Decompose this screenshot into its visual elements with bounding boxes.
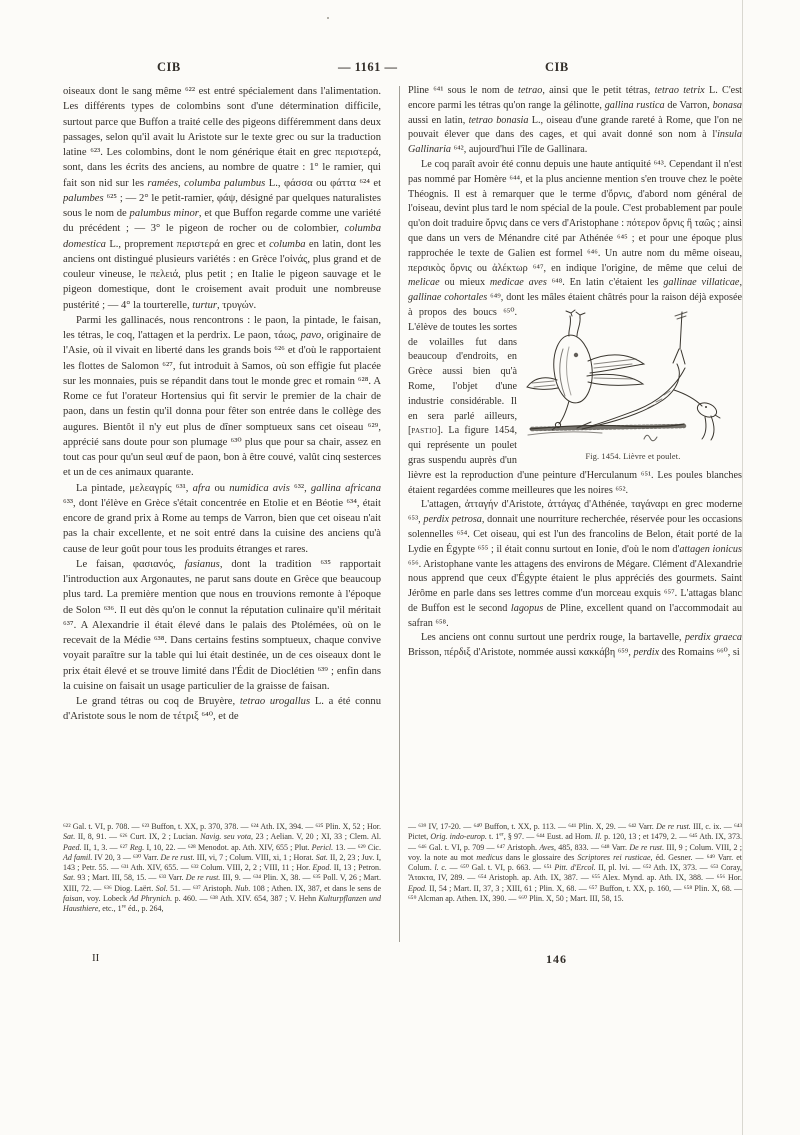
page-number: — 1161 — (338, 60, 398, 74)
paragraph-text: étaient châtrés pour la raison déjà exposée à propos des boucs ⁶⁵⁰. L'élève de toutes les sortes de volailles fut dans beaucoup d'endroits, en Grèce aussi bien qu'à Rome, l'objet d'une industrie considérable. Il en sera parlé ailleurs, [pastio]. La figure 1454, qui représente un poulet gras suspendu auprès d'un lièvre est la reproduction d'une peinture d'Herculanum ⁶⁵¹. Les poules blanches étaient regardées comme meilleures que les noires ⁶⁵². (408, 292, 742, 496)
footnotes-right: — ⁶³⁹ IV, 17-20. — ⁶⁴⁰ Buffon, t. XX, p. 113. — ⁶⁴¹ Plin. X, 29. — ⁶⁴² Varr. De re rust. III, c. ix. — ⁶⁴³ Pictet, Orig. indo-europ. t. 1er, § 97. — ⁶⁴⁴ Eust. ad Hom. Il. p. 120, 13 ; et 1479, 2. — ⁶⁴⁵ Ath. IX, 373. — ⁶⁴⁶ Gal. t. VI, p. 709 — ⁶⁴⁷ Aristoph. Aves, 485, 833. — ⁶⁴⁸ Varr. De re rust. III, 9 ; Colum. VIII, 2 ; voy. la note au mot medicus dans le glossaire des Scriptores rei rusticae, éd. Gesner. — ⁶⁴⁹ Varr. et Colum. l. c. — ⁶⁵⁰ Gal. t. VI, p. 663. — ⁶⁵¹ Pitt. d'Ercol. II, pl. lvi. — ⁶⁵² Ath. IX, 373. — ⁶⁵³ Coray, Ἄτακτα, IV, 289. — ⁶⁵⁴ Aristoph. ap. Ath. IX, 387. — ⁶⁵⁵ Alex. Mynd. ap. Ath. IX, 388. — ⁶⁵⁶ Hor. Epod. II, 54 ; Mart. II, 37, 3 ; XIII, 61 ; Plin. X, 68. — ⁶⁵⁷ Buffon, t. XX, p. 160, — ⁶⁵⁸ Plin. X, 68. — ⁶⁵⁹ Alcman ap. Athen. IX, 390. — ⁶⁶⁰ Plin. X, 50 ; Mart. III, 58, 15. (408, 822, 743, 904)
right-column (408, 84, 742, 820)
hare-and-chicken-engraving (524, 309, 742, 445)
paragraph: L'attagen, ἀτταγήν d'Aristote, ἀττάγας d'Athénée, ταγάναρι en grec moderne ⁶⁵³, perdix petrosa, donnait une nourriture recherchée, réservée pour les occasions solennelles ⁶⁵⁴. Cet oiseau, qui est l'un des francolins de Belon, était porté de la Lydie en Égypte ⁶⁵⁵ ; il était connu surtout en Ionie, d'où le nom d'attagen ionicus ⁶⁵⁶. Aristophane vante les attagens des environs de Mégare. Clément d'Alexandrie nous apprend que ceux d'Égypte étaient le plus appréciés des gourmets. Saint Jérôme en parle dans ses lettres comme d'un morceau exquis ⁶⁵⁷. L'attagas blanc de Buffon est le second lagopus de Pline, excellent quand on l'accommodait au safran ⁶⁵⁸. (408, 499, 742, 629)
header-entry-left: CIB (157, 60, 181, 74)
paper-speck (327, 17, 329, 19)
paragraph: oiseaux dont le sang même ⁶²² est entré spécialement dans l'alimentation. Les différents types de colombins sont d'une détermination difficile, surtout parce que Buffon a traité celle des pigeons différemment dans deux passages, selon qu'il avait lu Aristote sur le texte grec ou sur la traduction latine ⁶²³. Les colombins, dont le nom générique était en grec περιστερά, sont, dans les écrits des anciens, au nombre de quatre : 1° le ramier, qui fait son nid sur les ramées, columba palumbus L., φάσσα ou φάττα ⁶²⁴ et palumbes ⁶²⁵ ; — 2° le petit-ramier, φάψ, désigné par quelques naturalistes sous le nom de palumbus minor, et que Buffon regarde comme une variété du précédent ; — 3° le pigeon de rocher ou de colombier, columba domestica L., proprement περιστερά en grec et columba en latin, dont les anciens ont distingué plusieurs variétés : en Grèce l'οἰνάς, plus grand et de couleur vineuse, le πελειά, plus petit ; en Italie le pigeon sauvage et le pigeon domestique, dont le croisement avait produit une nombreuse pustérité ; — 4° la tourterelle, turtur, τρυγών. (63, 86, 381, 311)
header-entry-right: CIB (545, 60, 569, 74)
left-column (63, 84, 381, 820)
paragraph: La pintade, μελεαγρίς ⁶³¹, afra ou numidica avis ⁶³², gallina africana ⁶³³, dont l'élève en Grèce s'était concentrée en Etolie et en Béotie ⁶³⁴, était encore de grand prix à Rome au temps de Varron, bien que cet oiseau n'ait pas la chair excellente, et ne soit entré dans la cuisine des anciens qu'à cause de leur goût pour tous les produits étranges et rares. (63, 482, 381, 555)
paragraph: Parmi les gallinacés, nous rencontrons : le paon, la pintade, le faisan, les tétras, le coq, l'attagen et la perdrix. Le paon, τάως, pavo, originaire de l'Asie, où il vivait en liberté dans les grands bois ⁶²⁶ et d'où le rapportaient les flottes de Salomon ⁶²⁷, fut introduit à Samos, où son effigie fut placée sur les monnaies, puis se répandit dans tout le monde grec et romain ⁶²⁸. A Rome ce fut l'orateur Hortensius qui fit servir le premier de la chair de paon, dans un festin qu'il donna pour fêter son entrée dans le collège des augures. Bientôt il n'y eut plus de dîner somptueux sans cet oiseau ⁶²⁹, apprécié sans doute pour son plumage ⁶³⁰ plus que pour sa chair, assez en tout cas pour qu'un seul œuf de paon, bon à être couvé, valût cinq sesterces et un de ces animaux quarante. (63, 314, 381, 479)
signature-mark: II (92, 952, 100, 964)
paragraph: Le grand tétras ou coq de Bruyère, tetrao urogallus L. a été connu d'Aristote sous le nom de τέτριξ ⁶⁴⁰, et de (63, 696, 381, 723)
paragraph: Le faisan, φασιανός, fasianus, dont la tradition ⁶³⁵ rapportait l'introduction aux Argonautes, ne parut sans doute en Grèce que beaucoup plus tard. La première mention que nous en trouvions remonte à l'époque de Solon ⁶³⁶. Il eut dès qu'on le connut la réputation culinaire qu'il méritait ⁶³⁷. A Alexandrie il était élevé dans le palais des Ptolémées, où on le recevait de la Médie ⁶³⁸. Dans certains festins somptueux, chaque convive voyait paraître sur la table qui lui était destinée, un de ces oiseaux dont le prix était élevé et se trouve limité dans l'Édit de Dioclétien ⁶³⁹ ; enfin dans la cuisine on faisait un usage particulier de la graisse de faisan. (63, 558, 381, 692)
sheet-number: 146 (546, 952, 567, 966)
paragraph: Les anciens ont connu surtout une perdrix rouge, la bartavelle, perdix graeca Brisson, πέρδιξ d'Aristote, nommée aussi κακκάβη ⁶⁵⁹, perdix des Romains ⁶⁶⁰, si (408, 632, 742, 659)
paragraph: Pline ⁶⁴¹ sous le nom de tetrao, ainsi que le petit tétras, tetrao tetrix L. C'est encore parmi les tétras qu'on range la gélinotte, gallina rustica de Varron, bonasa aussi en latin, tetrao bonasia L., oiseau d'une grande rareté à Rome, que l'on ne pouvait élever que dans des cages, et qui avait donné son nom à l'insula Gallinaria ⁶⁴², aujourd'hui l'île de Gallinara. (408, 85, 742, 156)
figure-caption: Fig. 1454. Lièvre et poulet. (585, 451, 681, 461)
running-header (0, 60, 800, 78)
footnotes-left: ⁶²² Gal. t. VI, p. 708. — ⁶²³ Buffon, t. XX, p. 370, 378. — ⁶²⁴ Ath. IX, 394. — ⁶²⁵ Plin. X, 52 ; Hor. Sat. II, 8, 91. — ⁶²⁶ Curt. IX, 2 ; Lucian. Navig. seu vota, 23 ; Aelian. V, 20 ; XI, 33 ; Clem. Al. Paed. II, 1, 3. — ⁶²⁷ Reg. I, 10, 22. — ⁶²⁸ Menodot. ap. Ath. XIV, 655 ; Plut. Pericl. 13. — ⁶²⁹ Cic. Ad famil. IV 20, 3 — ⁶³⁰ Varr. De re rust. III, vi, 7 ; Colum. VIII, xi, 1 ; Horat. Sat. II, 2, 23 ; Juv. I, 143 ; Petr. 55. — ⁶³¹ Ath. XIV, 655. — ⁶³² Colum. VIII, 2, 2 ; VIII, 11 ; Hor. Epod. II, 13 ; Petron. Sat. 93 ; Mart. III, 58, 15. — ⁶³³ Varr. De re rust. III, 9. — ⁶³⁴ Plin. X, 38. — ⁶³⁵ Poll. V, 26 ; Mart. XIII, 72. — ⁶³⁶ Diog. Laërt. Sol. 51. — ⁶³⁷ Aristoph. Nub. 108 ; Athen. IX, 387, et dans le sens de faisan, voy. Lobeck Ad Phrynich. p. 460. — ⁶³⁸ Ath. XIV. 654, 387 ; V. Hehn Kulturpflanzen und Hausthiere, etc., 1re éd., p. 264, (63, 822, 382, 914)
page-edge-line (742, 0, 743, 1135)
figure-1454 (524, 309, 742, 462)
column-divider-rule (399, 86, 400, 942)
paragraph-text: Le coq paraît avoir été connu depuis une haute antiquité ⁶⁴³. Cependant il n'est pas nommé par Homère ⁶⁴⁴, et la plus ancienne mention s'en trouve chez le poète Théognis. Il est à remarquer que le terme d'ὄρνις, d'abord nom général de l'oiseau, devint plus tard le nom spécial de la poule. C'est probablement par poule qu'on doit traduire ὄρνις dans ce vers d'Aristophane : πότερον ὄρνις ἢ ταῶς ; ainsi que dans un vers de Ménandre cité par Athénée ⁶⁴⁵ ; et pour une époque plus rapprochée le texte de Galien est formel ⁶⁴⁶. Un autre nom du même oiseau, περσικὸς ὄρνις ou ἀλέκτωρ ⁶⁴⁷, en indique l'origine, de même que celui de melicae ou mieux medicae aves ⁶⁴⁸. En latin c'étaient les gallinae villaticae, gallinae cohortales ⁶⁴⁹, dont les mâles (408, 158, 742, 304)
paragraph-coq (408, 158, 742, 498)
